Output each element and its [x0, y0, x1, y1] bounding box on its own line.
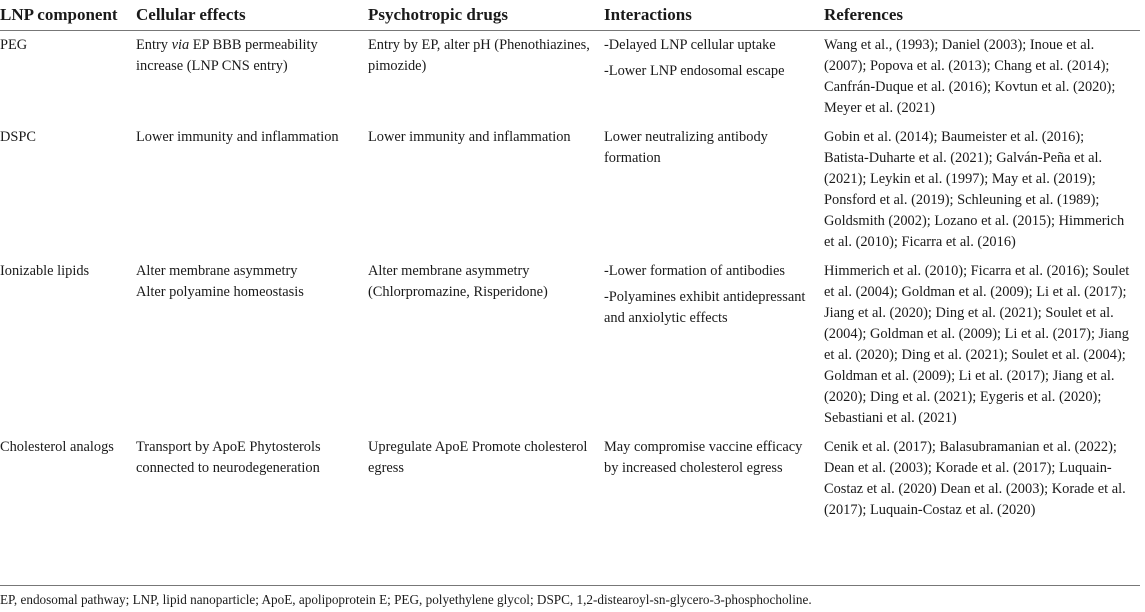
cell-component: Cholesterol analogs [0, 439, 114, 455]
interaction-item: -Lower LNP endosomal escape [604, 63, 785, 79]
interaction-item: -Delayed LNP cellular uptake [604, 37, 776, 53]
header-psychotropic-drugs: Psychotropic drugs [368, 5, 508, 24]
table-row-ionizable-lipids [0, 257, 1140, 433]
cell-cellular-effects [136, 257, 368, 433]
cell-interactions [604, 433, 824, 525]
interaction-item: -Lower formation of antibodies [604, 263, 786, 279]
cell-psychotropic-drugs: Alter membrane asymmetry (Chlorpromazine, Risperidone) [368, 263, 548, 300]
cell-interactions [604, 31, 824, 124]
cell-cellular-effects: Lower immunity and inflammation [136, 129, 339, 145]
cell-references: Gobin et al. (2014); Baumeister et al. (2016); Batista-Duharte et al. (2021); Galván-Peña et al. (2021); Leykin et al. (1997); May et al. (2019); Ponsford et al. (2019); Schleuning et al. (1989); Goldsmith (2002); Lozano et al. (2015); Himmerich et al. (2010); Ficarra et al. (2016) [824, 129, 1125, 250]
cell-psychotropic-drugs: Entry by EP, alter pH (Phenothiazines, pimozide) [368, 37, 590, 74]
cell-interactions [604, 123, 824, 257]
header-cellular-effects: Cellular effects [136, 5, 246, 24]
cell-psychotropic-drugs: Lower immunity and inflammation [368, 129, 571, 145]
interaction-item: Lower neutralizing antibody formation [604, 129, 768, 166]
cellular-effect-item: Alter polyamine homeostasis [136, 284, 304, 300]
table-footnote: EP, endosomal pathway; LNP, lipid nanoparticle; ApoE, apolipoprotein E; PEG, polyethylene glycol; DSPC, 1,2-distearoyl-sn-glycero-3-phosphocholine. [0, 592, 812, 607]
cellular-effect-item: Alter membrane asymmetry [136, 263, 298, 279]
cell-psychotropic-drugs: Upregulate ApoE Promote cholesterol egress [368, 439, 588, 476]
table-header-row [0, 0, 1140, 31]
table-row-peg [0, 31, 1140, 124]
cell-references: Himmerich et al. (2010); Ficarra et al. (2016); Soulet et al. (2004); Goldman et al. (2009); Li et al. (2017); Jiang et al. (2020); Ding et al. (2021); Soulet et al. (2004); Goldman et al. (2009); Li et al. (2017); Jiang et al. (2020); Ding et al. (2021); Soulet et al. (2004); Goldman et al. (2009); Li et al. (2017); Jiang et al. (2020); Ding et al. (2021); Eygeris et al. (2020); Sebastiani et al. (2021) [824, 263, 1130, 426]
table-row-cholesterol-analogs [0, 433, 1140, 525]
cell-cellular-effects: Transport by ApoE Phytosterols connected to neurodegeneration [136, 439, 321, 476]
table-bottom-rule [0, 585, 1140, 586]
header-lnp-component: LNP component [0, 5, 118, 24]
interaction-item: -Polyamines exhibit antidepressant and anxiolytic effects [604, 289, 806, 326]
cell-component: PEG [0, 37, 28, 53]
cell-cellular-effects: Entry via EP BBB permeability increase (LNP CNS entry) [136, 37, 318, 74]
cell-references: Cenik et al. (2017); Balasubramanian et al. (2022); Dean et al. (2003); Korade et al. (2017); Luquain-Costaz et al. (2020) Dean et al. (2003); Korade et al. (2017); Luquain-Costaz et al. (2020) [824, 439, 1126, 518]
header-references: References [824, 5, 903, 24]
table-row-dspc [0, 123, 1140, 257]
cell-interactions [604, 257, 824, 433]
interaction-item: May compromise vaccine efficacy by increased cholesterol egress [604, 439, 803, 476]
header-interactions: Interactions [604, 5, 692, 24]
cell-component: DSPC [0, 129, 36, 145]
cell-component: Ionizable lipids [0, 263, 90, 279]
cell-references: Wang et al., (1993); Daniel (2003); Inoue et al. (2007); Popova et al. (2013); Chang et al. (2014); Canfrán-Duque et al. (2016); Kovtun et al. (2020); Meyer et al. (2021) [824, 37, 1116, 116]
